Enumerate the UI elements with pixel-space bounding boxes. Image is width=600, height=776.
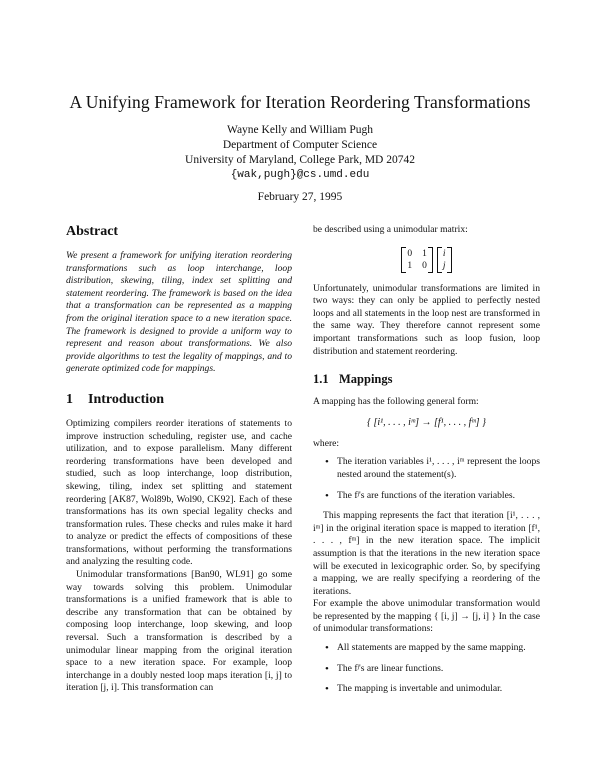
- mappings-section-number: 1.1: [313, 372, 329, 387]
- mappings-heading: [313, 372, 540, 387]
- where-label: where:: [313, 437, 340, 449]
- matrix-row: 0 1: [407, 248, 427, 259]
- unfortunately-paragraph: Unfortunately, unimodular transformations are limited in two ways: they can only be applied to perfectly nested loops and all statements in the loop nest are transformed in the same way. They therefore cannot represent some important transformations such as loop fusion, loop distribution and statement reordering.: [313, 282, 540, 357]
- intro-paragraph-2: Unimodular transformations [Ban90, WL91] go some way towards solving this problem. Unimodular transformations is a unified framework that is able to describe any transformation that can be obtained by composing loop interchange, loop skewing, and loop reversal. Such a transformation is described by a unimodular linear mapping from the original iteration space to a new iteration space. For example, loop interchange in a doubly nested loop maps iteration [i, j] to iteration [j, i]. This transformation can: [66, 569, 292, 694]
- paper-date: February 27, 1995: [257, 191, 343, 203]
- paper-title: A Unifying Framework for Iteration Reordering Transformations: [69, 92, 531, 112]
- left-column: [66, 224, 292, 695]
- list-item: • All statements are mapped by the same mapping.: [313, 642, 540, 655]
- intro-section-title: Introduction: [88, 391, 164, 407]
- author-department: Department of Computer Science: [222, 139, 378, 151]
- author-university: University of Maryland, College Park, MD 20742: [185, 154, 415, 166]
- matrix-bracket: [401, 247, 433, 273]
- list-item: • The fʲ's are functions of the iteration variables.: [313, 490, 540, 503]
- mapping-intro: A mapping has the following general form:: [313, 396, 479, 408]
- list-item: • The mapping is invertable and unimodular.: [313, 683, 540, 696]
- unimodular-matrix: [313, 245, 540, 275]
- intro-heading: [66, 392, 292, 408]
- abstract-text: We present a framework for unifying iteration reordering transformations such as loop interchange, loop distribution, skewing, tiling, index set splitting and statement reordering. The framework is based on the idea that a transformation can be represented as a mapping from the original iteration space to a new iteration space. The framework is designed to provide a uniform way to represent and reason about transformations. We also provide algorithms to test the legality of mappings, and to generate optimized code for mappings.: [66, 250, 292, 375]
- represents-paragraph: This mapping represents the fact that iteration [i¹, . . . , iᵐ] in the original iteration space is mapped to iteration [f¹, . . . , fᵐ] in the new iteration space. The implicit assumption is that the iterations in the new iteration space will be executed in lexicographic order. So, by specifying a mapping, we are really specifying a reordering of the iterations.: [313, 510, 540, 597]
- list-item: • The fʲ's are linear functions.: [313, 663, 540, 676]
- author-email: {wak,pugh}@cs.umd.edu: [230, 169, 370, 181]
- vector-bracket: i j: [437, 247, 452, 273]
- unimodular-properties-list: [313, 642, 540, 696]
- mapping-definition-list: [313, 456, 540, 502]
- author-names: Wayne Kelly and William Pugh: [227, 124, 373, 136]
- intro-section-number: 1: [66, 391, 73, 407]
- mapping-formula: { [i¹, . . . , iᵐ] → [f¹, . . . , fᵐ] }: [366, 416, 486, 428]
- abstract-heading: Abstract: [66, 224, 119, 239]
- matrix-row: 1 0: [407, 260, 427, 271]
- list-item: • The iteration variables i¹, . . . , iᵐ represent the loops nested around the statement(s).: [313, 456, 540, 481]
- intro-paragraph-1: Optimizing compilers reorder iterations of statements to improve instruction scheduling, register use, and cache utilization, and to expose parallelism. Many different reordering transformations have been developed and studied, such as loop interchange, loop distribution, skewing, tiling, index set splitting and statement reordering [AK87, Wol89b, Wol90, CK92]. Each of these transformations has its own special legality checks and transformation rules. These checks and rules make it hard to analyze or predict the effects of compositions of these transformations, without performing the transformations and analyzing the resulting code.: [66, 417, 292, 568]
- right-column: [313, 224, 540, 704]
- intro-continuation: be described using a unimodular matrix:: [313, 224, 468, 235]
- example-paragraph: For example the above unimodular transformation would be represented by the mapping { [i, j] → [j, i] } In the case of unimodular transformations:: [313, 598, 540, 635]
- mappings-section-title: Mappings: [339, 372, 393, 387]
